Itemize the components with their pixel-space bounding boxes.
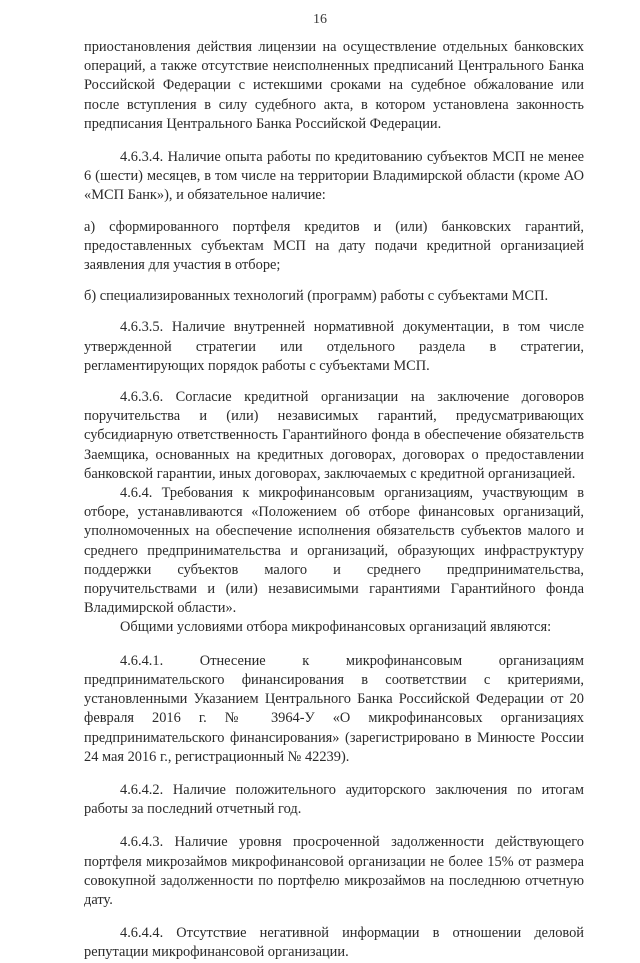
- paragraph-item-a: а) сформированного портфеля кредитов и (или) банковских гарантий, предоставленных субъектам МСП на дату подачи кредитной организацией заявления для участия в отборе;: [84, 218, 584, 274]
- paragraph-4-6-4: 4.6.4. Требования к микрофинансовым организациям, участвующим в отборе, устанавливаются «Положением об отборе финансовых организаций, уполномоченных на обеспечение исполнения обязательств субъектов малого и среднего предпринимательства и организаций, образующих инфраструктуру поддержки субъектов малого и среднего предпринимательства, поручительствами и (или) независимыми гарантиями Гарантийного фонда Владимирской области».: [84, 485, 584, 617]
- paragraph-item-b: б) специализированных технологий (программ) работы с субъектами МСП.: [84, 288, 549, 305]
- paragraph-4-6-4-2: 4.6.4.2. Наличие положительного аудиторского заключения по итогам работы за последний отчетный год.: [84, 781, 584, 818]
- page-number: 16: [313, 12, 327, 27]
- paragraph-license-suspension: приостановления действия лицензии на осуществление отдельных банковских операций, а также отсутствие неисполненных предписаний Центрального Банка Российской Федерации с истекшими сроками на судебное обжалование или после вступления в силу судебного акта, в котором установлена законность предписания Центрального Банка Российской Федерации.: [84, 39, 584, 132]
- paragraph-4-6-3-4: 4.6.3.4. Наличие опыта работы по кредитованию субъектов МСП не менее 6 (шести) месяцев, в том числе на территории Владимирской области (кроме АО «МСП Банк»), и обязательное наличие:: [84, 149, 584, 204]
- paragraph-general-conditions: Общими условиями отбора микрофинансовых организаций являются:: [120, 619, 552, 636]
- paragraph-4-6-3-6: 4.6.3.6. Согласие кредитной организации на заключение договоров поручительства и (или) независимых гарантий, предусматривающих субсидиарную ответственность Гарантийного фонда в обеспечение обязательств Заемщика, основанных на кредитных договорах, договорах о предоставлении банковской гарантии, иных договорах, заключаемых с кредитной организацией.: [84, 389, 584, 482]
- paragraph-4-6-4-3: 4.6.4.3. Наличие уровня просроченной задолженности действующего портфеля микрозаймов микрофинансовой организации не более 15% от размера совокупной задолженности по портфелю микрозаймов на последнюю отчетную дату.: [84, 834, 584, 908]
- document-body: [84, 38, 584, 963]
- paragraph-4-6-4-4: 4.6.4.4. Отсутствие негативной информации в отношении деловой репутации микрофинансовой организации.: [84, 925, 584, 961]
- paragraph-4-6-4-1: 4.6.4.1. Отнесение к микрофинансовым организациям предпринимательского финансирования в соответствии с критериями, установленными Указанием Центрального Банка Российской Федерации от 20 февраля 2016 г. № 3964-У «О микрофинансовых организациях предпринимательского финансирования» (зарегистрировано в Минюсте России 24 мая 2016 г., регистрационный № 42239).: [84, 652, 584, 765]
- paragraph-4-6-3-5: 4.6.3.5. Наличие внутренней нормативной документации, в том числе утвержденной стратегии или отдельного раздела в стратегии, регламентирующих порядок работы с субъектами МСП.: [84, 319, 584, 374]
